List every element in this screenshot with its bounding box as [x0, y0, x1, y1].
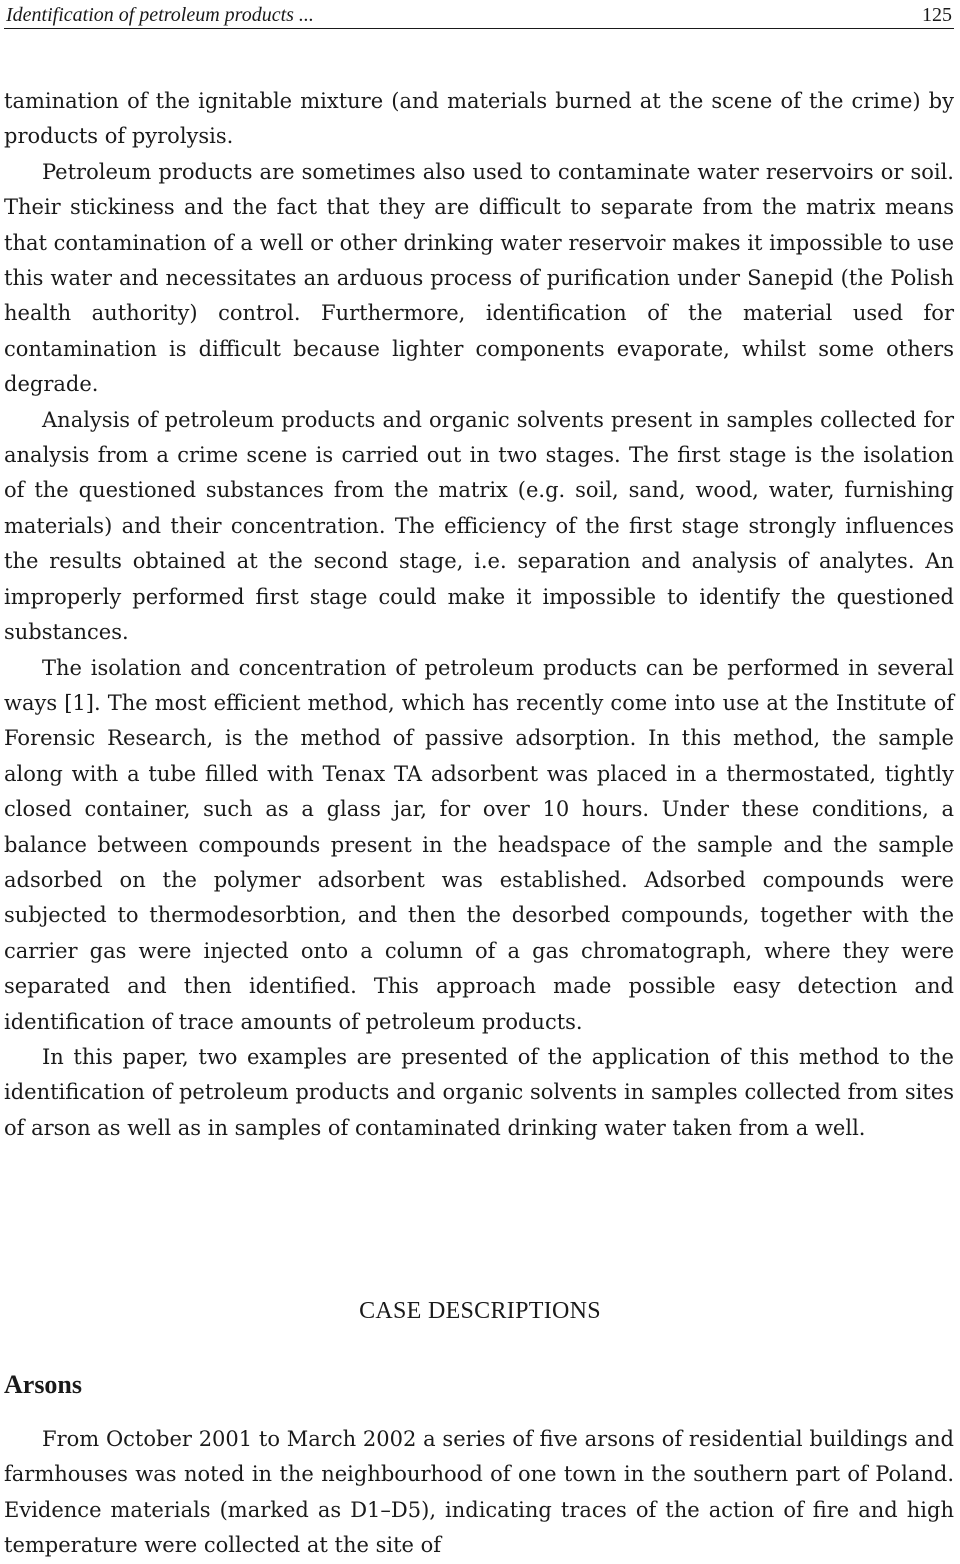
paragraph-isolation: The isolation and concentration of petroleum products can be performed in several ways [1]. The most efficient method, which has recently come into use at the Institute of Forensic Research, is the method of passive adsorption. In this method, the sample along with a tube filled with Tenax TA adsorbent was placed in a thermostated, tightly closed container, such as a glass jar, for over 10 hours. Under these conditions, a balance between compounds present in the headspace of the sample and the sample adsorbed on the polymer adsorbent was established. Adsorbed compounds were subjected to thermodesorbtion, and then the desorbed compounds, together with the carrier gas were injected onto a column of a gas chromatograph, where they were separated and then identified. This approach made possible easy detection and identification of trace amounts of petroleum products. — [4, 655, 954, 1034]
paragraph-contamination: Petroleum products are sometimes also used to contaminate water reservoirs or soil. Their stickiness and the fact that they are difficult to separate from the matrix means that contamination of a well or other drinking water reservoir makes it impossible to use this water and necessitates an arduous process of purification under Sanepid (the Polish health authority) control. Furthermore, identification of the material used for contamination is difficult because lighter components evaporate, whilst some others degrade. — [4, 159, 954, 397]
arsons-body-text — [4, 1422, 954, 1564]
subsection-heading: Arsons — [4, 1370, 83, 1399]
running-header — [4, 4, 954, 29]
page-number: 125 — [922, 4, 952, 26]
paragraph-examples: In this paper, two examples are presented of the application of this method to the identification of petroleum products and organic solvents in samples collected from sites of arson as well as in samples of contaminated drinking water taken from a well. — [4, 1044, 954, 1140]
body-text — [4, 84, 954, 1146]
paragraph-arsons: From October 2001 to March 2002 a series of five arsons of residential buildings and farmhouses was noted in the neighbourhood of one town in the southern part of Poland. Evidence materials (marked as D1–D5), indicating traces of the action of fire and high temperature were collected at the site of — [4, 1427, 954, 1558]
running-title: Identification of petroleum products ... — [6, 4, 314, 26]
paragraph-continuation: tamination of the ignitable mixture (and materials burned at the scene of the crime) by products of pyrolysis. — [4, 89, 954, 149]
paragraph-analysis: Analysis of petroleum products and organic solvents present in samples collected for analysis from a crime scene is carried out in two stages. The first stage is the isolation of the questioned substances from the matrix (e.g. soil, sand, wood, water, furnishing materials) and their concentration. The efficiency of the first stage strongly influences the results obtained at the second stage, i.e. separation and analysis of analytes. An improperly performed first stage could make it impossible to identify the questioned substances. — [4, 407, 954, 645]
section-heading: CASE DESCRIPTIONS — [359, 1298, 601, 1324]
